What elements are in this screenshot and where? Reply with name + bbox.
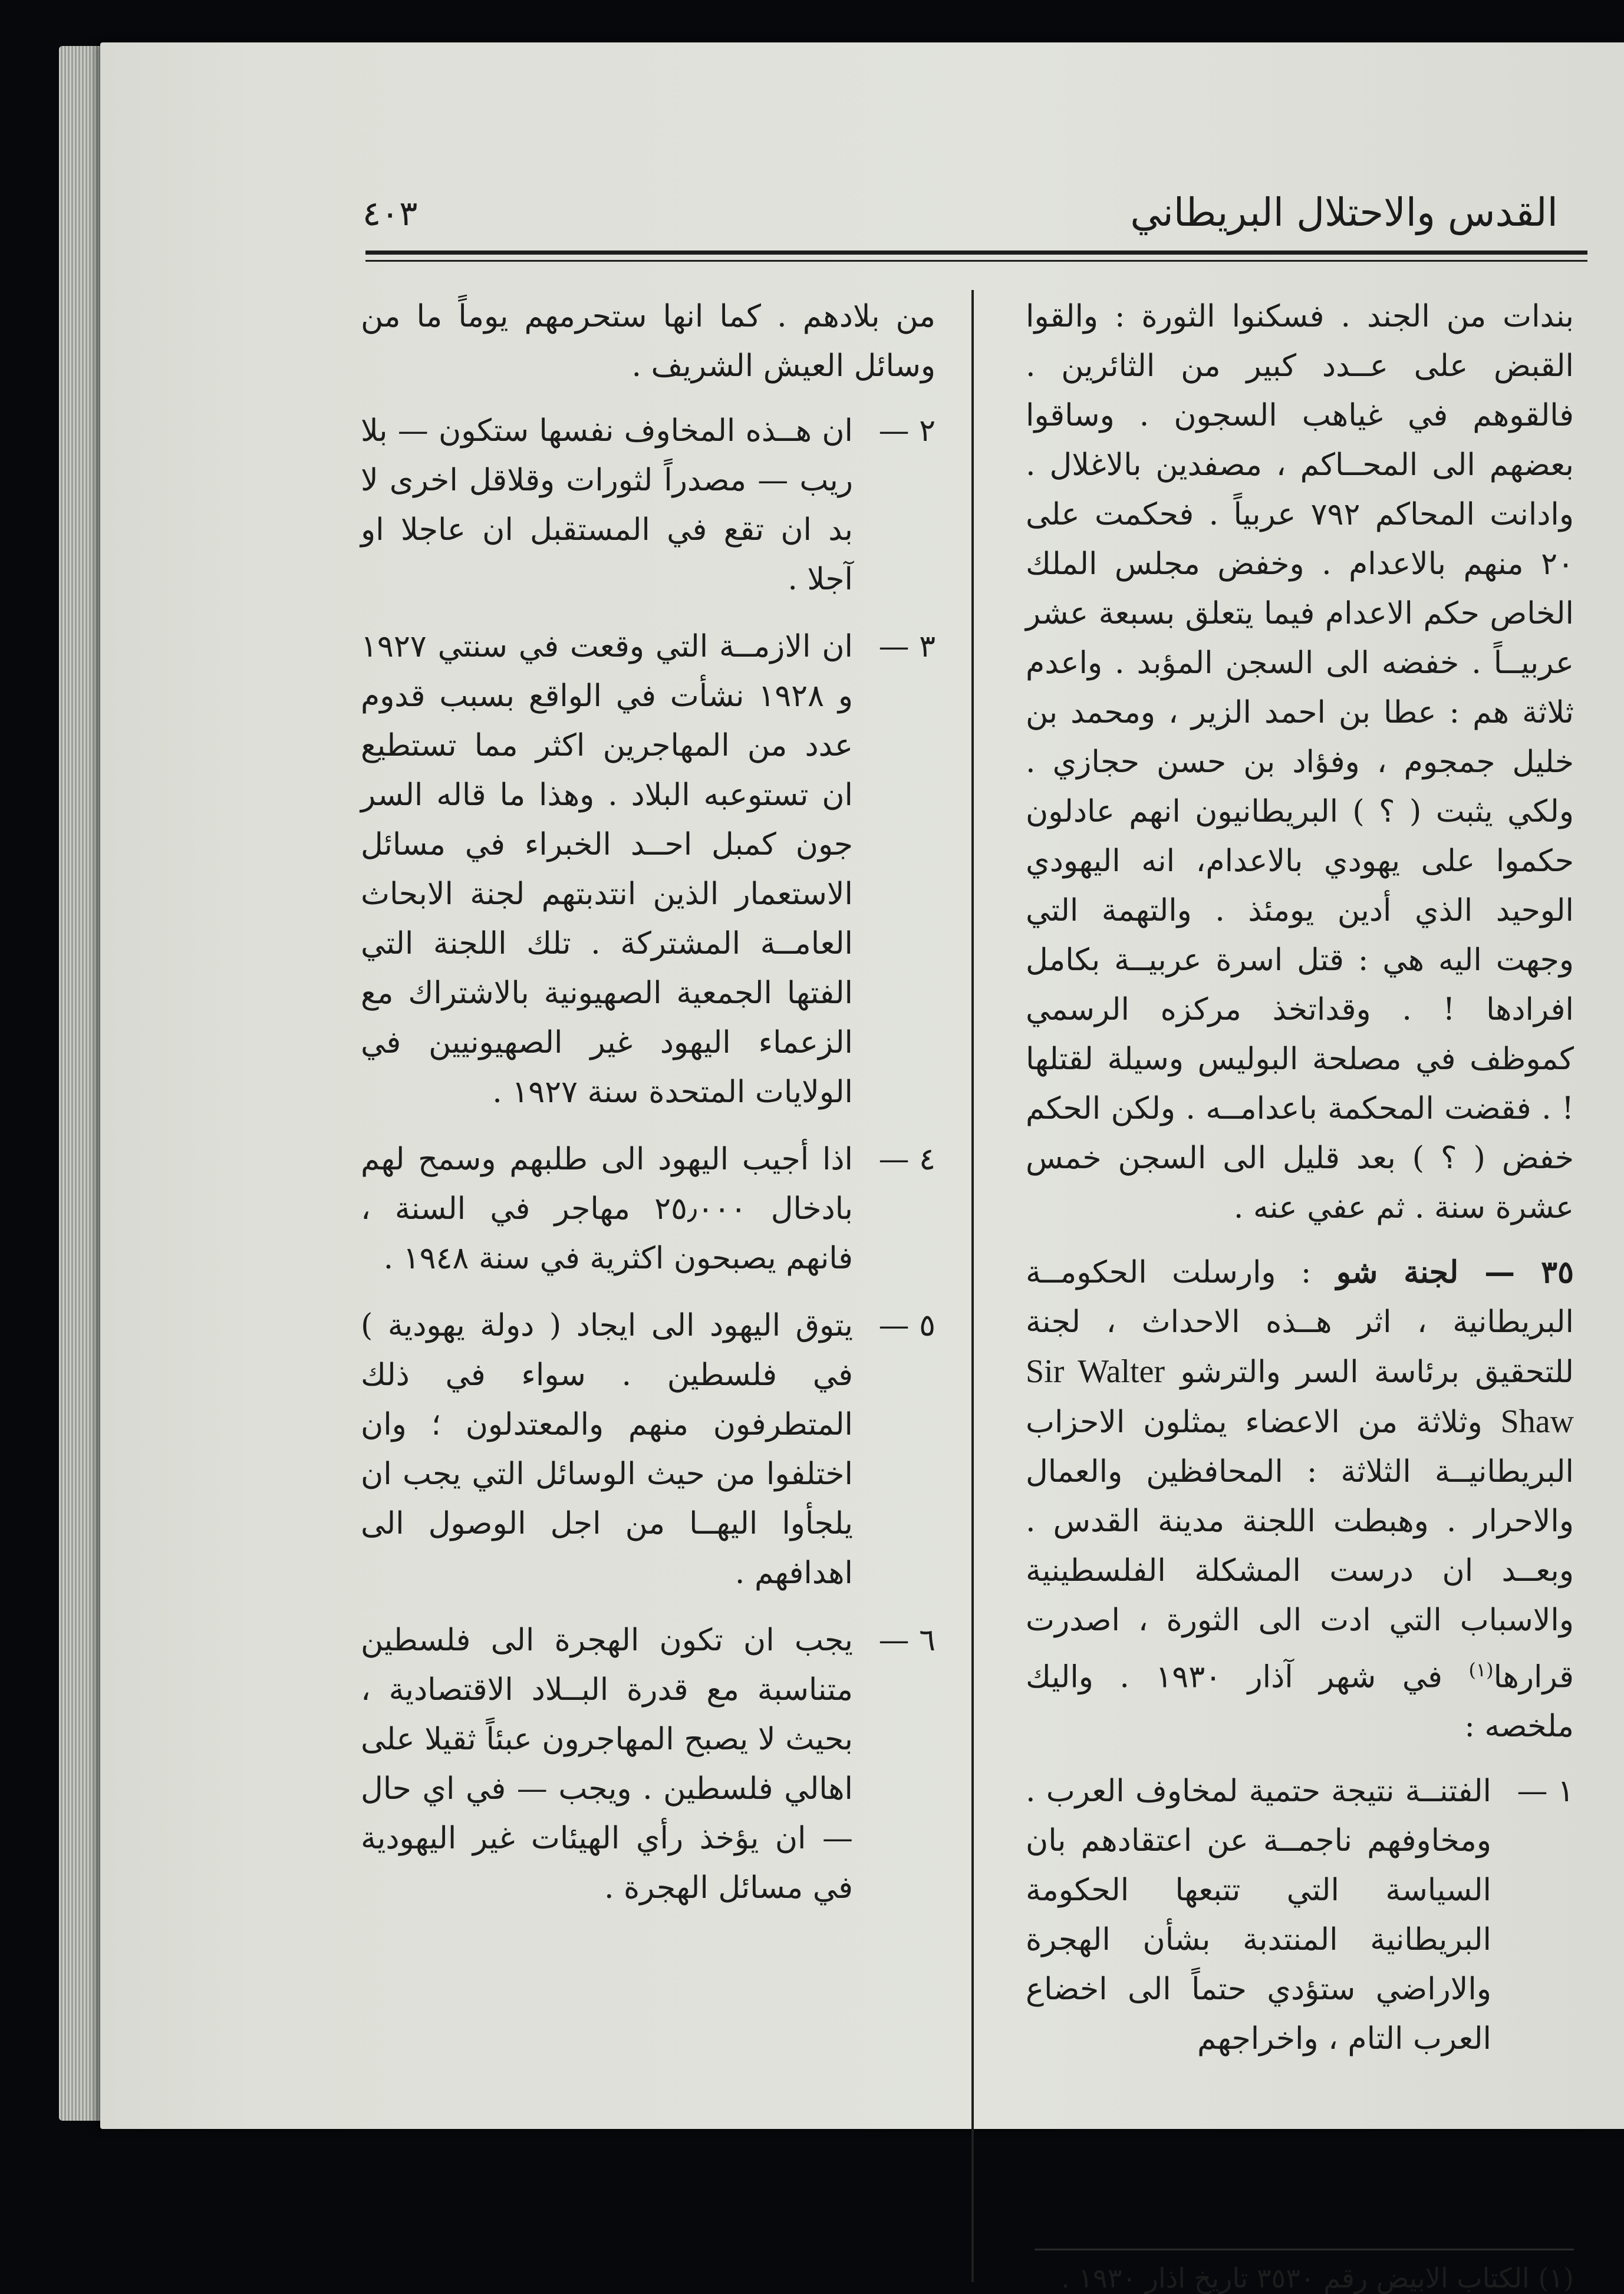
footnote-marker: (١) bbox=[1468, 1659, 1494, 1681]
list-item-text: اذا أجيب اليهود الى طلبهم وسمح لهم بادخال ٢٥٫٠٠٠ مهاجر في السنة ، فانهم يصبحون اكثرية في سنة ١٩٤٨ . bbox=[361, 1142, 853, 1276]
list-item-number: ٤ — bbox=[878, 1142, 935, 1177]
list-item bbox=[1026, 1766, 1574, 2064]
list-item-text: ان الازمــة التي وقعت في سنتي ١٩٢٧ و ١٩٢٨ نشأت في الواقع بسبب قدوم عدد من المهاجرين اكثر مما تستطيع ان تستوعبه البلاد . وهذا ما قاله السر جون كمبل احــد الخبراء في مسائل الاستعمار الذين انتدبتهم لجنة الابحاث العامــة المشتركة . تلك اللجنة التي الفتها الجمعية الصهيونية بالاشتراك مع الزعماء اليهود غير الصهيونيين في الولايات المتحدة سنة ١٩٢٧ . bbox=[361, 629, 853, 1110]
left-column bbox=[361, 292, 935, 1930]
paragraph-continuation: من بلادهم . كما انها ستحرمهم يوماً ما من وسائل العيش الشريف . bbox=[361, 299, 935, 384]
paragraph-revolt-suppression: بندات من الجند . فسكنوا الثورة : والقوا القبض على عــدد كبير من الثائرين . فالقوهم في غياهب السجون . وساقوا بعضهم الى المحــاكم ، مصفدين بالاغلال . وادانت المحاكم ٧٩٢ عربياً . فحكمت على ٢٠ منهم بالاعدام . وخفض مجلس الملك الخاص حكم الاعدام فيما يتعلق بسبعة عشر عربيــاً . خفضه الى السجن المؤبد . واعدم ثلاثة هم : عطا بن احمد الزير ، ومحمد بن خليل جمجوم ، وفؤاد بن حسن حجازي . ولكي يثبت ( ؟ ) البريطانيون انهم عادلون حكموا على يهودي بالاعدام، انه اليهودي الوحيد الذي أدين يومئذ . والتهمة التي وجهت اليه هي : قتل اسرة عربيــة بكامل افرادها ! . وقداتخذ مركزه الرسمي كموظف في مصلحة البوليس وسيلة لقتلها ! . فقضت المحكمة باعدامــه . ولكن الحكم خفض ( ؟ ) بعد قليل الى السجن خمس عشرة سنة . ثم عفي عنه . bbox=[1026, 299, 1574, 1225]
running-title: القدس والاحتلال البريطاني bbox=[1130, 190, 1558, 235]
page-header bbox=[268, 183, 1558, 248]
shaw-latin-name: Sir Walter Shaw bbox=[1026, 1353, 1574, 1440]
shaw-text-b: وثلاثة من الاعضاء يمثلون الاحزاب البريطانيــة الثلاثة : المحافظين والعمال والاحرار . وهبطت اللجنة مدينة القدس . وبعــد ان درست المشكلة الفلسطينية والاسباب التي ادت الى الثورة ، اصدرت قرارها bbox=[1026, 1405, 1574, 1695]
footnote: (١) الكتاب الابيض رقم ٣٥٣٠ تاريخ اذار ١٩٣٠ . bbox=[1061, 2262, 1574, 2294]
list-item-text: ان هــذه المخاوف نفسها ستكون — بلا ريب — مصدراً لثورات وقلاقل اخرى لا بد ان تقع في المستقبل ان عاجلا او آجلا . bbox=[361, 413, 853, 597]
page-number: ٤٠٣ bbox=[363, 193, 418, 233]
list-item-text: يجب ان تكون الهجرة الى فلسطين متناسبة مع قدرة البــلاد الاقتصادية ، بحيث لا يصبح المهاجرون عبئاً ثقيلا على اهالي فلسطين . ويجب — في اي حال — ان يؤخذ رأي الهيئات غير اليهودية في مسائل الهجرة . bbox=[361, 1623, 853, 1906]
footnote-rule bbox=[1035, 2249, 1574, 2250]
column-divider bbox=[971, 290, 974, 2282]
list-item bbox=[361, 406, 935, 604]
header-rule-thick bbox=[365, 251, 1587, 255]
right-column bbox=[1026, 292, 1574, 2081]
list-item-number: ٢ — bbox=[878, 413, 935, 449]
list-item-number: ٥ — bbox=[878, 1308, 935, 1343]
header-rule-thin bbox=[365, 260, 1587, 262]
list-item bbox=[361, 622, 935, 1117]
list-item-text: الفتنــة نتيجة حتمية لمخاوف العرب . ومخاوفهم ناجمــة عن اعتقادهم بان السياسة التي تتبعها الحكومة البريطانية المنتدبة بشأن الهجرة والاراضي ستؤدي حتماً الى اخضاع العرب التام ، واخراجهم bbox=[1026, 1774, 1491, 2057]
shaw-text-c: في شهر آذار ١٩٣٠ . واليك ملخصه : bbox=[1026, 1659, 1574, 1745]
list-item bbox=[361, 1616, 935, 1913]
list-item-text: يتوق اليهود الى ايجاد ( دولة يهودية ) في فلسطين . سواء في ذلك المتطرفون منهم والمعتدلون ؛ وان اختلفوا من حيث الوسائل التي يجب ان يلجأوا اليهــا من اجل الوصول الى اهدافهم . bbox=[361, 1308, 853, 1591]
list-item-number: ٣ — bbox=[878, 629, 935, 664]
shaw-text-a: : وارسلت الحكومــة البريطانية ، اثر هــذه الاحداث ، لجنة للتحقيق برئاسة السر والترشو bbox=[1026, 1255, 1574, 1390]
section-heading-shaw: ٣٥ — لجنة شو bbox=[1336, 1254, 1574, 1290]
list-item bbox=[361, 1301, 935, 1598]
list-item-number: ٦ — bbox=[878, 1623, 935, 1658]
list-item-number: ١ — bbox=[1517, 1774, 1574, 1810]
list-item bbox=[361, 1135, 935, 1283]
paragraph-shaw-commission bbox=[1026, 1248, 1574, 1751]
